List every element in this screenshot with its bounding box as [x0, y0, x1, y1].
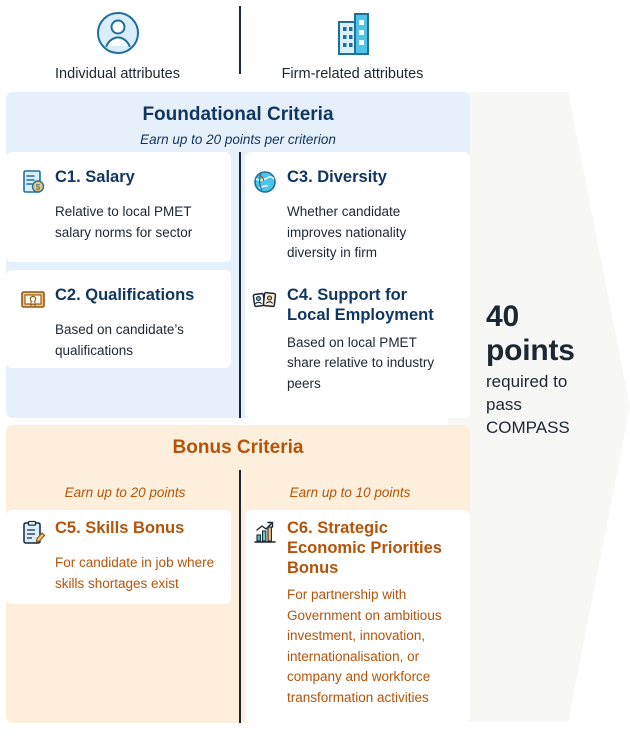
column-firm-label: Firm-related attributes [281, 66, 424, 82]
criterion-c3-title: C3. Diversity [287, 168, 387, 186]
criterion-c3[interactable] [252, 168, 452, 264]
pass-requirement-label: required to pass COMPASS [486, 372, 570, 438]
bonus-points-right: Earn up to 10 points [289, 485, 411, 500]
criterion-c1[interactable] [20, 168, 225, 243]
attribute-columns-header [0, 0, 470, 88]
skills-clipboard-icon [20, 520, 46, 546]
column-divider-bonus [239, 470, 241, 723]
criterion-c4-desc: Based on local PMET share relative to industry peers [287, 334, 435, 391]
column-divider-top [239, 6, 241, 74]
bonus-header [6, 425, 470, 459]
pass-points-number: 40 points [486, 300, 575, 367]
office-building-icon [235, 6, 470, 60]
person-circle-icon [0, 6, 235, 60]
bonus-points-left: Earn up to 20 points [64, 485, 186, 500]
criterion-c5-desc: For candidate in job where skills shortages exist [55, 555, 215, 591]
foundational-subtitle: Earn up to 20 points per criterion [140, 132, 336, 147]
foundational-header [6, 92, 470, 147]
column-individual-label: Individual attributes [55, 66, 180, 82]
foundational-title: Foundational Criteria [142, 104, 334, 125]
bonus-title: Bonus Criteria [172, 437, 304, 458]
growth-chart-icon [252, 520, 278, 546]
svg-text:$: $ [35, 183, 41, 192]
column-firm [235, 0, 470, 82]
criterion-c2-desc: Based on candidate’s qualifications [55, 322, 184, 358]
pass-threshold-text [486, 300, 606, 440]
column-divider-foundational [239, 152, 241, 418]
column-individual [0, 0, 235, 82]
criterion-c5[interactable] [20, 519, 225, 594]
criterion-c5-title: C5. Skills Bonus [55, 519, 185, 537]
globe-diversity-icon [252, 169, 278, 195]
people-group-icon [252, 287, 278, 313]
criterion-c6[interactable] [252, 519, 452, 708]
criterion-c1-title: C1. Salary [55, 168, 135, 186]
salary-document-icon [20, 169, 46, 195]
criterion-c6-title: C6. Strategic Economic Priorities Bonus [287, 519, 442, 577]
criterion-c4[interactable] [252, 286, 452, 394]
criterion-c1-desc: Relative to local PMET salary norms for sector [55, 204, 193, 240]
criterion-c3-desc: Whether candidate improves nationality diversity in firm [287, 204, 407, 261]
criterion-c6-desc: For partnership with Government on ambitious investment, innovation, internationalisation, or company and workforce transformation activities [287, 587, 442, 705]
criterion-c2[interactable] [20, 286, 225, 361]
certificate-icon [20, 287, 46, 313]
criterion-c4-title: C4. Support for Local Employment [287, 286, 434, 324]
criterion-c2-title: C2. Qualifications [55, 286, 195, 304]
